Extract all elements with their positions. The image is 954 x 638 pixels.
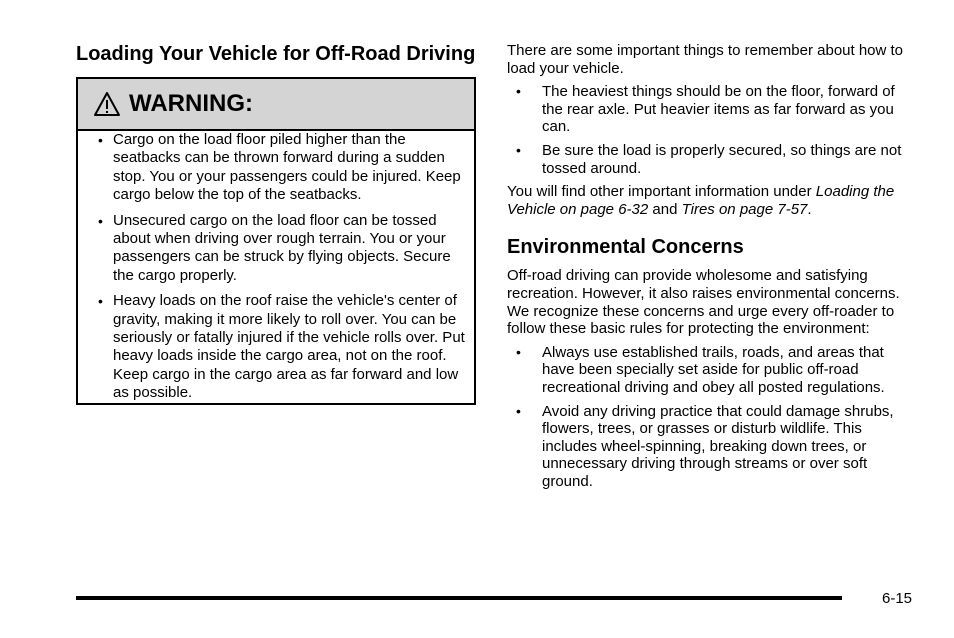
bullet-icon: • (98, 212, 103, 229)
reference-link-tires[interactable]: Tires on page 7-57 (681, 200, 808, 218)
right-column (507, 42, 912, 496)
warning-title: WARNING: (129, 90, 253, 117)
bullet-icon: • (98, 132, 103, 148)
list-item (78, 131, 474, 205)
footer-rule (76, 596, 842, 600)
reference-link-loading[interactable]: Loading the Vehicle on page 6-32 (507, 183, 895, 218)
list-item (507, 403, 912, 491)
list-item-text: Heavy loads on the roof raise the vehicle's center of gravity, making it more likely to roll over. You can be seriously or fatally injured if the vehicle rolls over. Put heavy loads inside the cargo area, not on the roof. Keep cargo in the cargo area as far forward and low as possible. (113, 292, 465, 402)
reference-text: You will find other important information under (507, 183, 816, 201)
list-item-text: Cargo on the load floor piled higher than the seatbacks can be thrown forward during a sudden stop. You or your passengers could be injured. Keep cargo below the top of the seatbacks. (113, 131, 461, 204)
list-item (507, 83, 912, 136)
bullet-icon: • (516, 402, 521, 419)
page-number: 6-15 (882, 590, 913, 607)
warning-header (78, 79, 474, 131)
load-list (507, 83, 912, 177)
reference-paragraph (507, 183, 912, 218)
list-item-text: Unsecured cargo on the load floor can be tossed about when driving over rough terrain. You or your passengers can be struck by flying objects. Secure the cargo properly. (113, 211, 451, 284)
list-item (78, 292, 474, 402)
list-item (507, 344, 912, 397)
intro-paragraph: There are some important things to remember about how to load your vehicle. (507, 42, 904, 77)
environmental-intro: Off-road driving can provide wholesome and satisfying recreation. However, it also raises environmental concerns. We recognize these concerns and urge every off-roader to follow these basic rules for protecting the environment: (507, 267, 900, 338)
bullet-icon: • (98, 293, 103, 310)
left-column (76, 42, 476, 405)
reference-text: . (807, 200, 812, 218)
section-heading-environmental: Environmental Concerns (507, 236, 744, 259)
reference-text: and (648, 200, 682, 218)
warning-triangle-icon (93, 91, 121, 117)
list-item-text: Always use established trails, roads, and areas that have been specially set aside for public off-road recreational driving and obey all posted regulations. (542, 343, 885, 396)
bullet-icon: • (516, 343, 521, 360)
list-item-text: Avoid any driving practice that could damage shrubs, flowers, trees, or grasses or disturb wildlife. This includes wheel-spinning, breaking down trees, or unnecessary driving through streams or over soft ground. (542, 402, 894, 490)
environment-list (507, 344, 912, 491)
list-item-text: Be sure the load is properly secured, so things are not tossed around. (542, 141, 902, 177)
list-item (507, 142, 912, 177)
warning-box (76, 77, 476, 405)
bullet-icon: • (516, 83, 521, 100)
list-item-text: The heaviest things should be on the floor, forward of the rear axle. Put heavier items as far forward as you can. (542, 83, 895, 136)
section-heading-loading: Loading Your Vehicle for Off-Road Driving (76, 43, 476, 65)
bullet-icon: • (516, 141, 521, 158)
warning-list (78, 131, 474, 403)
list-item (78, 212, 474, 286)
